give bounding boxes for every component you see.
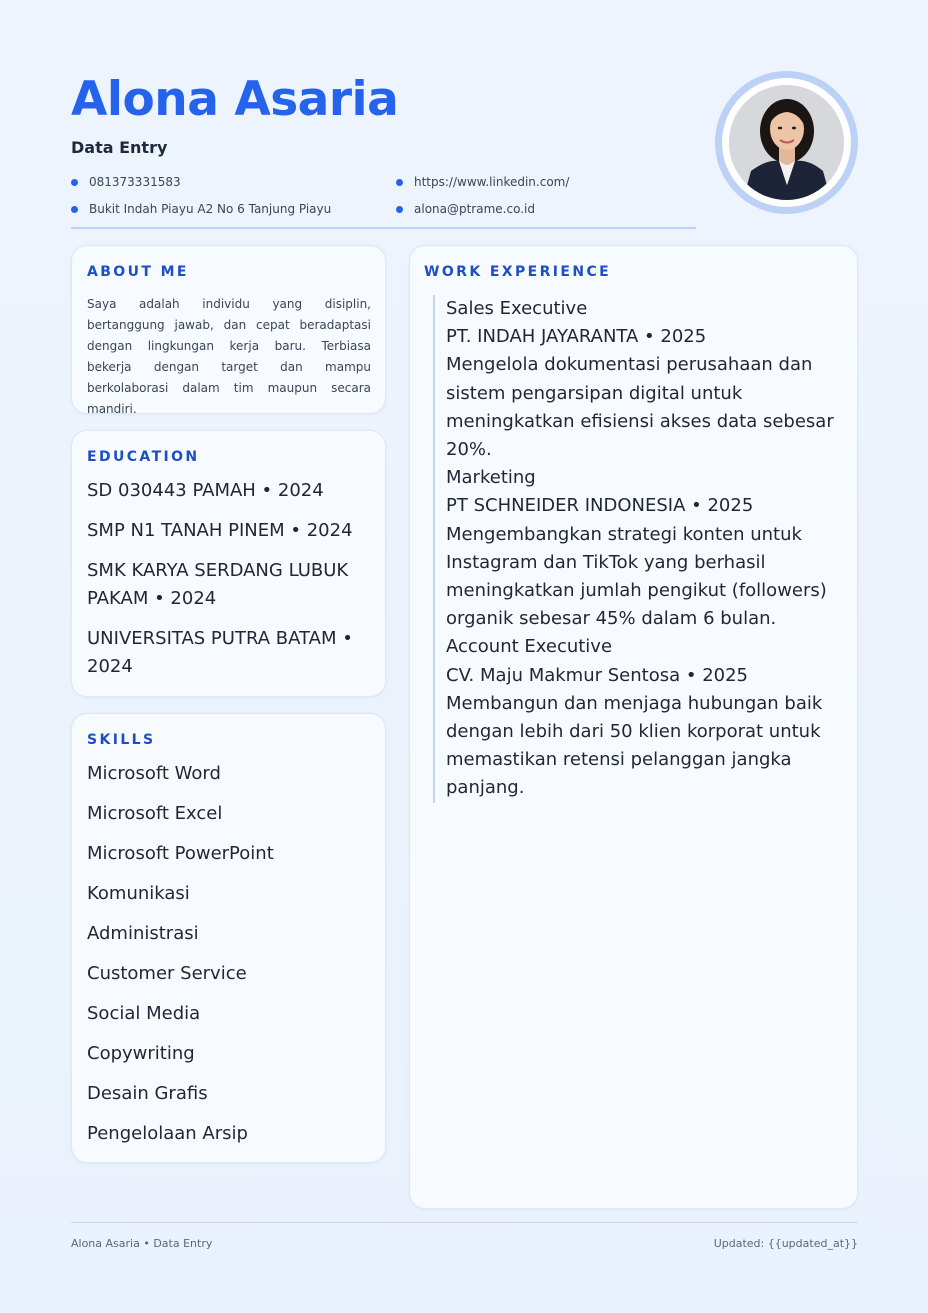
linkedin-link[interactable]: https://www.linkedin.com/ [414,175,570,189]
candidate-name: Alona Asaria [71,72,399,127]
job-company: PT. INDAH JAYARANTA • 2025 [446,326,707,348]
skill-item: Microsoft PowerPoint [87,843,274,864]
education-card [71,430,386,697]
skill-item: Social Media [87,1003,201,1024]
skills-heading: SKILLS [87,732,156,748]
job-description: Mengelola dokumentasi perusahaan dan sistem pengarsipan digital untuk meningkatkan efisiensi akses data sebesar 20%. [446,354,834,461]
address-text: Bukit Indah Piayu A2 No 6 Tanjung Piayu [89,202,332,216]
phone-text: 081373331583 [89,175,181,189]
candidate-role: Data Entry [71,138,168,157]
skills-card [71,713,386,1163]
contact-address [71,202,331,216]
bullet-dot-icon [396,206,403,213]
education-item: SD 030443 PAMAH • 2024 [87,480,324,501]
footer-divider [71,1222,858,1223]
experience-timeline [433,295,843,803]
bullet-dot-icon [396,179,403,186]
skill-item: Desain Grafis [87,1083,208,1104]
header-divider [71,227,696,229]
about-text: Saya adalah individu yang disiplin, bertanggung jawab, dan cepat beradaptasi dengan lingkungan kerja baru. Terbiasa bekerja dengan target dan mampu berkolaborasi dalam tim maupun secara mandiri. [87,297,371,416]
skill-item: Komunikasi [87,883,190,904]
education-item: UNIVERSITAS PUTRA BATAM • 2024 [87,628,353,677]
profile-photo-frame [715,71,858,214]
about-card [71,245,386,414]
job-description: Membangun dan menjaga hubungan baik dengan lebih dari 50 klien korporat untuk memastikan retensi pelanggan jangka panjang. [446,692,823,799]
skill-item: Microsoft Word [87,763,221,784]
bullet-dot-icon [71,206,78,213]
profile-photo [729,85,844,200]
skill-item: Microsoft Excel [87,803,223,824]
portrait-illustration [729,85,844,200]
education-item: SMK KARYA SERDANG LUBUK PAKAM • 2024 [87,560,349,609]
footer-name: Alona Asaria • Data Entry [71,1237,213,1250]
about-heading: ABOUT ME [87,264,189,280]
bullet-dot-icon [71,179,78,186]
footer-updated: Updated: {{updated_at}} [713,1237,858,1250]
contact-email[interactable] [396,202,535,216]
job-description: Mengembangkan strategi konten untuk Instagram dan TikTok yang berhasil meningkatkan jumlah pengikut (followers) organik sebesar 45% dalam 6 bulan. [446,523,827,630]
experience-heading: WORK EXPERIENCE [424,264,612,280]
job-title: Sales Executive [446,298,588,319]
contact-linkedin[interactable] [396,175,569,189]
job-title: Marketing [446,467,536,489]
contact-phone [71,175,181,189]
job-title: Account Executive [446,636,613,658]
education-heading: EDUCATION [87,449,200,465]
skill-item: Copywriting [87,1043,195,1064]
education-item: SMP N1 TANAH PINEM • 2024 [87,520,353,541]
job-company: CV. Maju Makmur Sentosa • 2025 [446,664,749,686]
job-company: PT SCHNEIDER INDONESIA • 2025 [446,495,754,517]
skill-item: Customer Service [87,963,247,984]
email-link[interactable]: alona@ptrame.co.id [414,202,535,216]
skill-item: Pengelolaan Arsip [87,1123,248,1144]
skill-item: Administrasi [87,923,199,944]
experience-card [409,245,858,1209]
